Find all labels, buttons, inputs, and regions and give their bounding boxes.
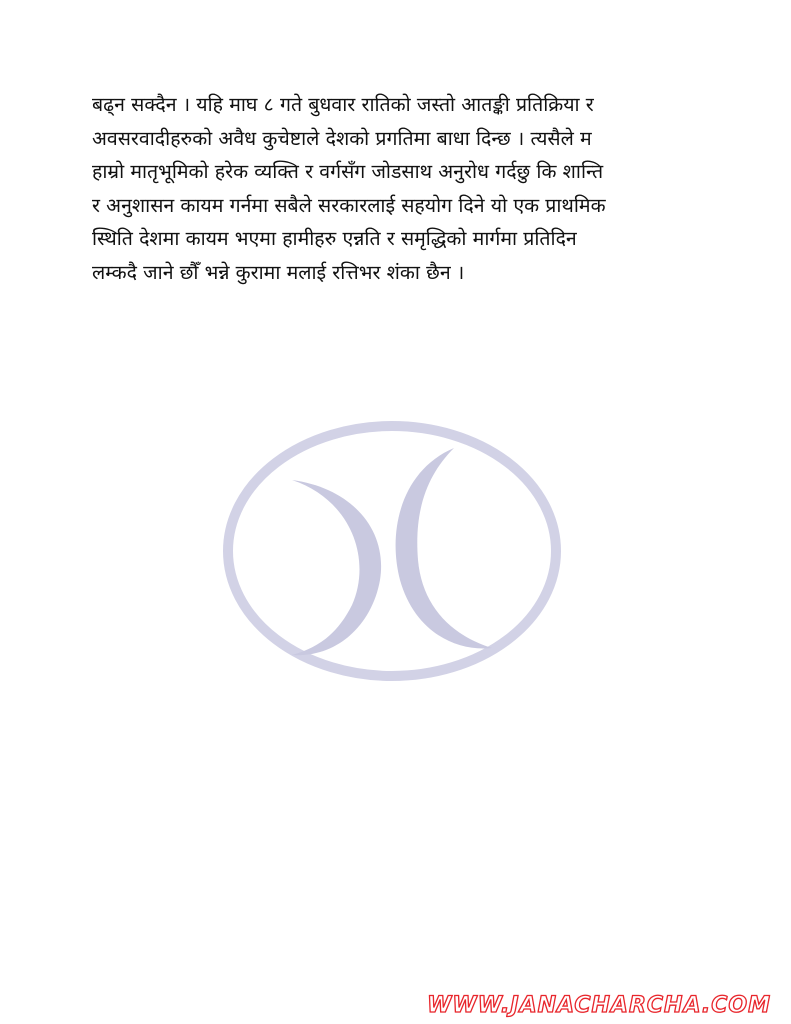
paragraph-line: स्थिति देशमा कायम भएमा हामीहरु एन्नति र समृद्धिको मार्गमा प्रतिदिन xyxy=(92,227,577,250)
paragraph-line: र अनुशासन कायम गर्नमा सबैले सरकारलाई सहयोग दिने यो एक प्राथमिक xyxy=(92,193,606,217)
paragraph-line: लम्कदै जाने छौँ भन्ने कुरामा मलाई रत्तिभर शंका छैन । xyxy=(92,260,465,284)
watermark-ring xyxy=(228,426,556,676)
body-paragraph xyxy=(92,88,712,289)
site-url-footer: WWW.JANACHARCHA.COM xyxy=(427,993,771,1018)
watermark-left-crescent xyxy=(292,480,381,655)
watermark-right-crescent xyxy=(396,448,492,648)
paragraph-line: अवसरवादीहरुको अवैध कुचेष्टाले देशको प्रगतिमा बाधा दिन्छ । त्यसैले म xyxy=(92,126,592,150)
crescent-emblem-icon xyxy=(222,420,562,682)
paragraph-line: हाम्रो मातृभूमिको हरेक व्यक्ति र वर्गसँग जोडसाथ अनुरोध गर्दछु कि शान्ति xyxy=(92,160,604,183)
paragraph-line: बढ्न सक्दैन । यहि माघ ८ गते बुधवार रातिको जस्तो आतङ्की प्रतिक्रिया र xyxy=(92,93,594,116)
